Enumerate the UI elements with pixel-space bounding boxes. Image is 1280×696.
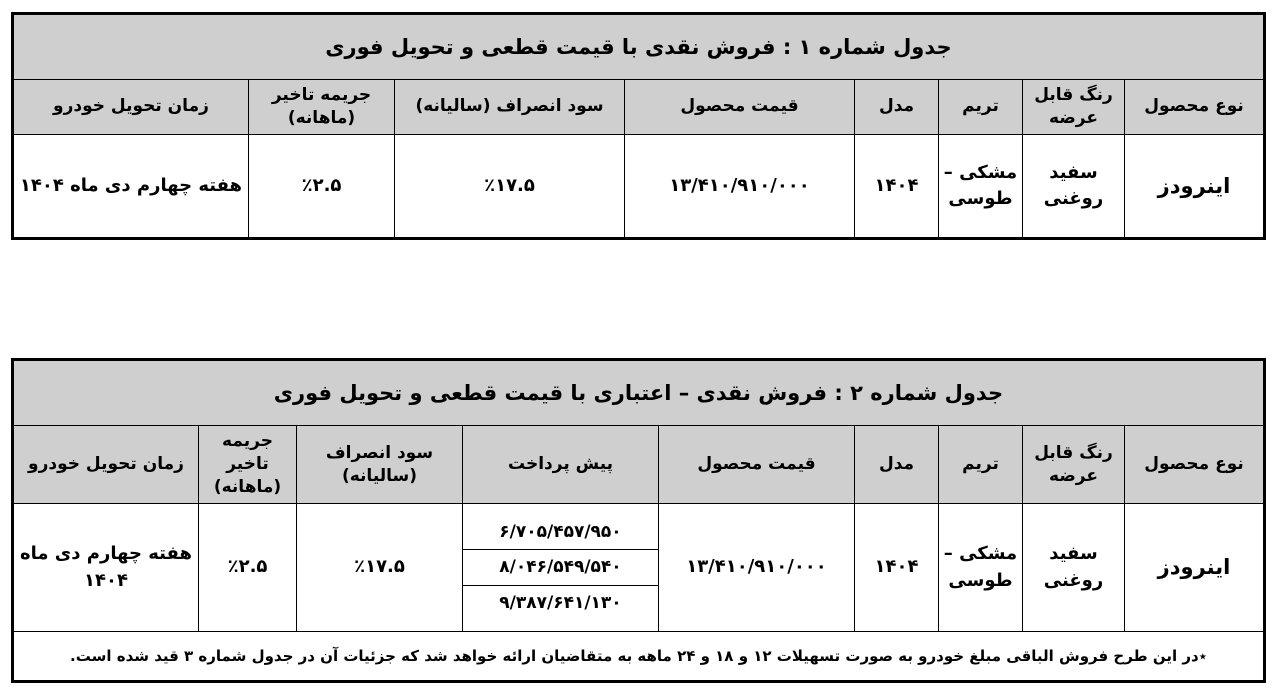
- sales-table-1: [11, 12, 1266, 240]
- cell-color: سفید روغنی: [1023, 504, 1125, 632]
- cell-color: سفید روغنی: [1023, 134, 1125, 238]
- header-delivery-time: زمان تحویل خودرو: [12, 426, 198, 504]
- header-model: مدل: [855, 426, 939, 504]
- table-1-header-row: [12, 80, 1264, 135]
- table-2-header-row: [12, 426, 1264, 504]
- header-product-type: نوع محصول: [1125, 426, 1265, 504]
- cell-model: ۱۴۰۴: [855, 504, 939, 632]
- header-product-type: نوع محصول: [1125, 80, 1265, 135]
- sales-table-2: [11, 358, 1266, 683]
- cell-trim: مشکی – طوسی: [939, 134, 1023, 238]
- cell-product-type: اینرودز: [1125, 134, 1265, 238]
- table-2-note: ٭در این طرح فروش الباقی مبلغ خودرو به صورت تسهیلات ۱۲ و ۱۸ و ۲۴ ماهه به متقاضیان ارائه خواهد شد که جزئیات آن در جدول شماره ۳ قید شده است.: [12, 632, 1264, 682]
- cell-withdrawal-profit: ٪۱۷.۵: [395, 134, 625, 238]
- cell-price: ۱۳/۴۱۰/۹۱۰/۰۰۰: [625, 134, 855, 238]
- header-prepayment: پیش پرداخت: [463, 426, 659, 504]
- table-2-title: جدول شماره ۲ : فروش نقدی – اعتباری با قیمت قطعی و تحویل فوری: [12, 360, 1264, 426]
- cell-prepayment-options: [463, 504, 659, 632]
- table-1-data-row: [12, 134, 1264, 238]
- prepayment-option: ۸/۰۴۶/۵۴۹/۵۴۰: [463, 550, 658, 586]
- header-price: قیمت محصول: [625, 80, 855, 135]
- header-color: رنگ قابل عرضه: [1023, 80, 1125, 135]
- header-trim: تریم: [939, 80, 1023, 135]
- prepayment-option: ۶/۷۰۵/۴۵۷/۹۵۰: [463, 515, 658, 551]
- cell-model: ۱۴۰۴: [855, 134, 939, 238]
- cell-trim: مشکی – طوسی: [939, 504, 1023, 632]
- header-model: مدل: [855, 80, 939, 135]
- cell-delay-penalty: ٪۲.۵: [199, 504, 297, 632]
- cell-product-type: اینرودز: [1125, 504, 1265, 632]
- table-2-note-row: [12, 632, 1264, 682]
- header-withdrawal-profit: سود انصراف (سالیانه): [395, 80, 625, 135]
- header-color: رنگ قابل عرضه: [1023, 426, 1125, 504]
- table-2-title-row: [12, 360, 1264, 426]
- table-1-title-row: [12, 14, 1264, 80]
- cell-delivery-time: هفته چهارم دی ماه ۱۴۰۴: [12, 504, 198, 632]
- cell-withdrawal-profit: ٪۱۷.۵: [297, 504, 463, 632]
- cell-delivery-time: هفته چهارم دی ماه ۱۴۰۴: [12, 134, 248, 238]
- header-delivery-time: زمان تحویل خودرو: [12, 80, 248, 135]
- header-trim: تریم: [939, 426, 1023, 504]
- cell-price: ۱۳/۴۱۰/۹۱۰/۰۰۰: [659, 504, 855, 632]
- table-2-data-row: [12, 504, 1264, 632]
- header-price: قیمت محصول: [659, 426, 855, 504]
- header-delay-penalty: جریمه تاخیر (ماهانه): [249, 80, 395, 135]
- table-1-title: جدول شماره ۱ : فروش نقدی با قیمت قطعی و تحویل فوری: [12, 14, 1264, 80]
- header-delay-penalty: جریمه تاخیر (ماهانه): [199, 426, 297, 504]
- header-withdrawal-profit: سود انصراف (سالیانه): [297, 426, 463, 504]
- cell-delay-penalty: ٪۲.۵: [249, 134, 395, 238]
- prepayment-option: ۹/۳۸۷/۶۴۱/۱۳۰: [499, 592, 622, 613]
